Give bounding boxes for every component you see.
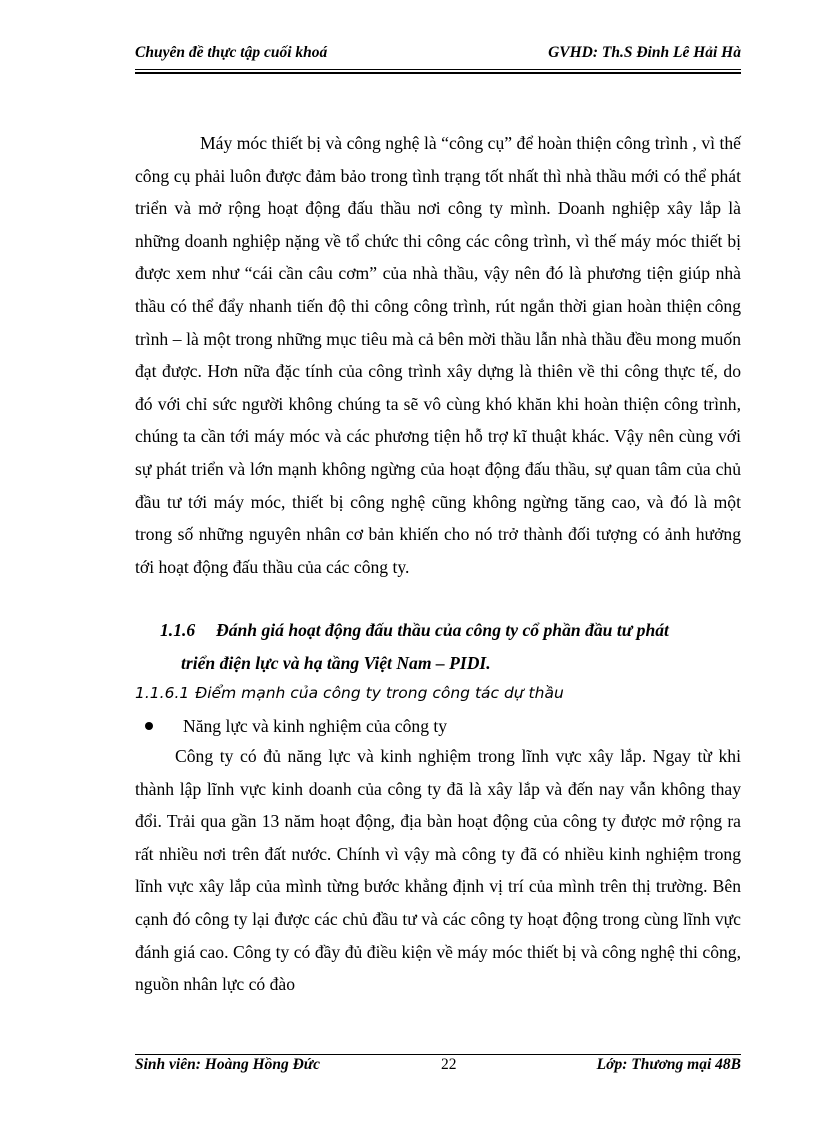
section-title-line1: Đánh giá hoạt động đấu thầu của công ty cổ phần đầu tư phát [216,620,669,640]
page-header [135,44,741,70]
bullet-item [145,710,447,743]
section-heading [160,614,750,679]
paragraph-machinery: Máy móc thiết bị và công nghệ là “công cụ” để hoàn thiện công trình , vì thế công cụ phải luôn được đảm bảo trong tình trạng tốt nhất thì nhà thầu mới có thể phát triển và mở rộng hoạt động đấu thầu nơi công ty mình. Doanh nghiệp xây lắp là những doanh nghiệp nặng về tổ chức thi công các công trình, vì thế máy móc thiết bị được xem như “cái cần câu cơm” của nhà thầu, vậy nên đó là phương tiện giúp nhà thầu có thể đẩy nhanh tiến độ thi công công trình, rút ngắn thời gian hoàn thiện công trình – là một trong những mục tiêu mà cả bên mời thầu lẫn nhà thầu đều mong muốn đạt được. Hơn nữa đặc tính của công trình xây dựng là thiên về thi công thực tế, do đó với chỉ sức người không chúng ta sẽ vô cùng khó khăn khi hoàn thiện công trình, chúng ta cần tới máy móc và các phương tiện hỗ trợ kĩ thuật khác. Vậy nên cùng với sự phát triển và lớn mạnh không ngừng của hoạt động đấu thầu, sự quan tâm của chủ đầu tư tới máy móc, thiết bị công nghệ cũng không ngừng tăng cao, và đó là một trong số những nguyên nhân cơ bản khiến cho nó trở thành đối tượng có ảnh hưởng tới hoạt động đấu thầu của các công ty. [135,133,741,577]
section-title-line2: triển điện lực và hạ tầng Việt Nam – PIDI. [181,652,491,673]
footer-class: Lớp: Thương mại 48B [596,1056,741,1073]
header-rule [135,69,741,70]
footer-rule [135,1054,741,1055]
header-rule-thick [135,72,741,74]
page-footer [135,1056,741,1080]
subsection-heading [135,680,564,706]
subsection-number: 1.1.6.1 [135,684,190,702]
bullet-dot-icon [145,722,153,730]
bullet-text: Năng lực và kinh nghiệm của công ty [183,716,448,736]
section-number: 1.1.6 [160,620,196,640]
subsection-title: Điểm mạnh của công ty trong công tác dự thầu [195,684,564,702]
header-title: Chuyên đề thực tập cuối khoá [135,44,328,61]
header-advisor: GVHD: Th.S Đinh Lê Hải Hà [548,44,741,61]
footer-student: Sinh viên: Hoàng Hồng Đức [135,1056,320,1073]
paragraph-experience: Công ty có đủ năng lực và kinh nghiệm trong lĩnh vực xây lắp. Ngay từ khi thành lập lĩnh vực kinh doanh của công ty đã là xây lắp và đến nay vẫn không thay đổi. Trải qua gần 13 năm hoạt động, địa bàn hoạt động của công ty được mở rộng ra rất nhiều nơi trên đất nước. Chính vì vậy mà công ty đã có nhiều kinh nghiệm trong lĩnh vực xây lắp của mình từng bước khẳng định vị trí của mình trên thị trường. Bên cạnh đó công ty lại được các chủ đầu tư và các công ty hoạt động trong cùng lĩnh vực đánh giá cao. Công ty có đầy đủ điều kiện về máy móc thiết bị và công nghệ thi công, nguồn nhân lực có đào [135,746,741,995]
page-number: 22 [441,1056,457,1073]
